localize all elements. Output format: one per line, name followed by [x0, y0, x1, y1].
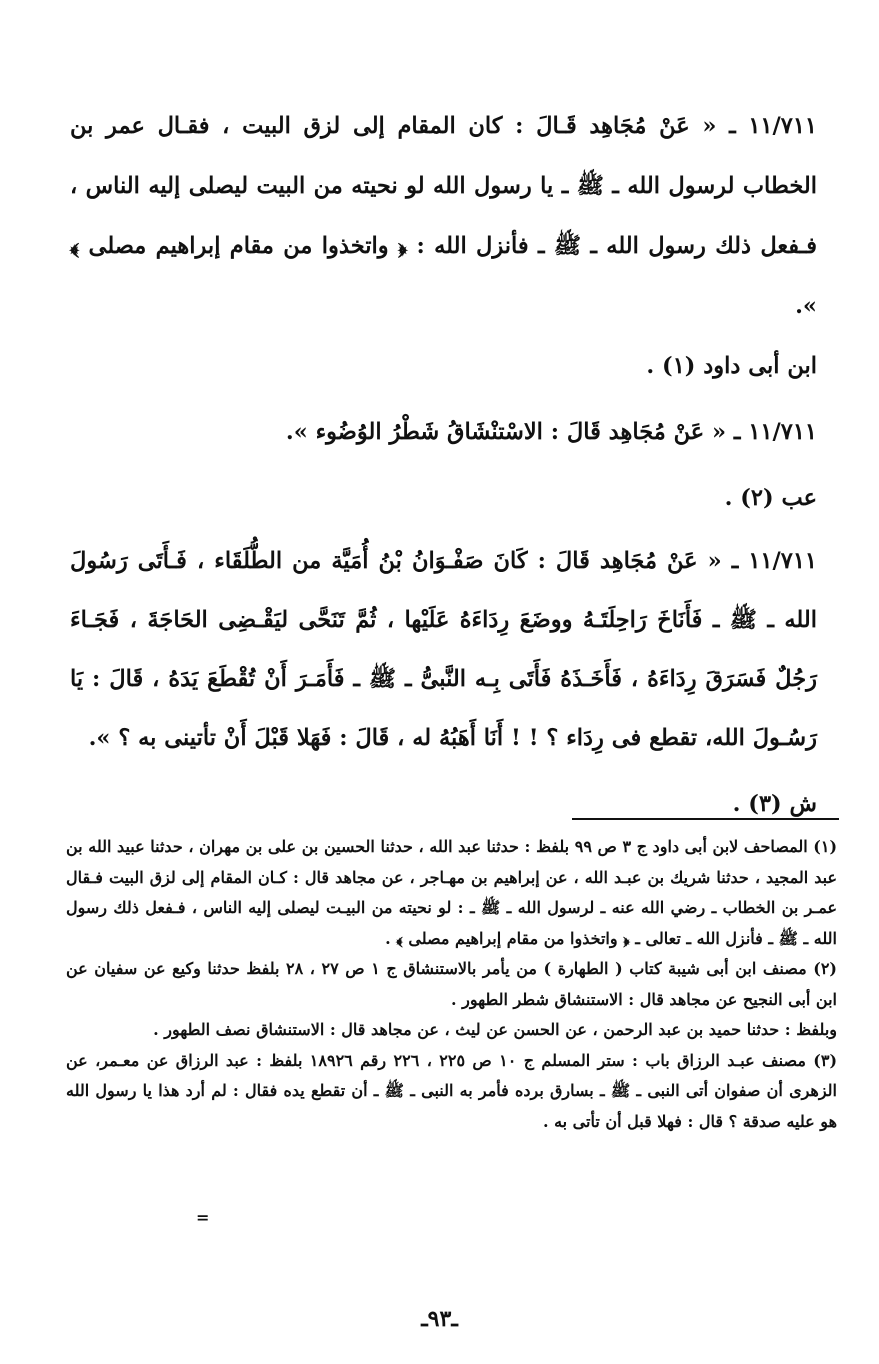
- continuation-mark: =: [196, 1208, 210, 1227]
- hadith-paragraph: ١١/٧١١ ـ « عَنْ مُجَاهِد قَالَ : الاسْتنْشَاقُ شَطْرُ الوُضُوء ».: [285, 419, 817, 445]
- hadith-paragraph: ١١/٧١١ ـ « عَنْ مُجَاهِد قَـالَ : كان المقام إلى لزق البيت ، فقـال عمر بن الخطاب لرسول الله ـ ﷺ ـ يا رسول الله لو نحيته من البيت ليصلى إليه الناس ، فـفعل ذلك رسول الله ـ ﷺ ـ فأنزل الله : ﴿ واتخذوا من مقام إبراهيم مصلى ﴾ ».: [70, 113, 817, 319]
- footnote-1: (١) المصاحف لابن أبى داود ج ٣ ص ٩٩ بلفظ : حدثنا عبد الله ، حدثنا الحسين بن على بن مهران ، حدثنا عبيد الله بن عبد المجيد ، حدثنا شريك بن عبـد الله ، عن إبراهيم بن مهـاجر ، عن مجاهد قال : كـان المقام إلى لزق البيت فـقال عمـر بن الخطاب ـ رضي الله عنه ـ لرسول الله ـ ﷺ ـ : لو نحيته من البيـت ليصلى إليه الناس ، فـفعل ذلك رسول الله ـ ﷺ ـ فأنزل الله ـ تعالى ـ ﴿ واتخذوا من مقام إبراهيم مصلى ﴾ .: [66, 837, 838, 948]
- footnote-3: (٣) مصنف عبـد الرزاق باب : ستر المسلم ج ١٠ ص ٢٢٥ ، ٢٢٦ رقم ١٨٩٢٦ بلفظ : عبد الرزاق عن معـمر، عن الزهرى أن صفوان أتى النبى ـ ﷺ ـ بسارق برده فأمر به النبى ـ ﷺ ـ أن تقطع يده فقال : لم أرد هذا يا رسول الله هو عليه صدقة ؟ قال : فهلا قبل أن تأتى به .: [66, 1050, 838, 1131]
- footnote-2-extra: وبلفظ : حدثنا حميد بن عبد الرحمن ، عن الحسن عن ليث ، عن مجاهد قال : الاستنشاق نصف الطهور .: [153, 1020, 837, 1039]
- footnote-divider: [572, 818, 839, 820]
- hadith-source: عب (٢) .: [724, 485, 817, 511]
- footnote-2: (٢) مصنف ابن أبى شيبة كتاب ( الطهارة ) من يأمر بالاستنشاق ج ١ ص ٢٧ ، ٢٨ بلفظ حدثنا وكيع عن سفيان عن ابن أبى النجيح عن مجاهد قال : الاستنشاق شطر الطهور .: [66, 959, 837, 1009]
- page-number: ـ٩٣ـ: [421, 1306, 458, 1332]
- footnotes: [66, 832, 837, 1137]
- main-text: [70, 96, 817, 834]
- hadith-paragraph: ١١/٧١١ ـ « عَنْ مُجَاهِد قَالَ : كَانَ صَفْـوَانُ بْنُ أُمَيَّة من الطُّلَقَاء ، فَـأَتَى رَسُولَ الله ـ ﷺ ـ فَأَنَاخَ رَاحِلَتَـهُ ووضَعَ رِدَاءَهُ عَلَيْها ، ثُمَّ تَنَحَّى ليَقْـضِى الحَاجَةَ ، فَجَـاءَ رَجُلٌ فَسَرَقَ رِدَاءَهُ ، فَأَخَـذَهُ فَأَتَى بِـه النَّبىُّ ـ ﷺ ـ فَأَمَـرَ أَنْ تُقْطَعَ يَدَهُ ، قَالَ : يَا رَسُـولَ الله، تقطع فى رِدَاء ؟ ! ! أَنَا أَهَبُهُ له ، قَالَ : فَهَلا قَبْلَ أَنْ تأتينى به ؟ ».: [70, 548, 817, 751]
- hadith-source: ابن أبى داود (١) .: [646, 353, 817, 379]
- hadith-source: ش (٣) .: [732, 791, 817, 817]
